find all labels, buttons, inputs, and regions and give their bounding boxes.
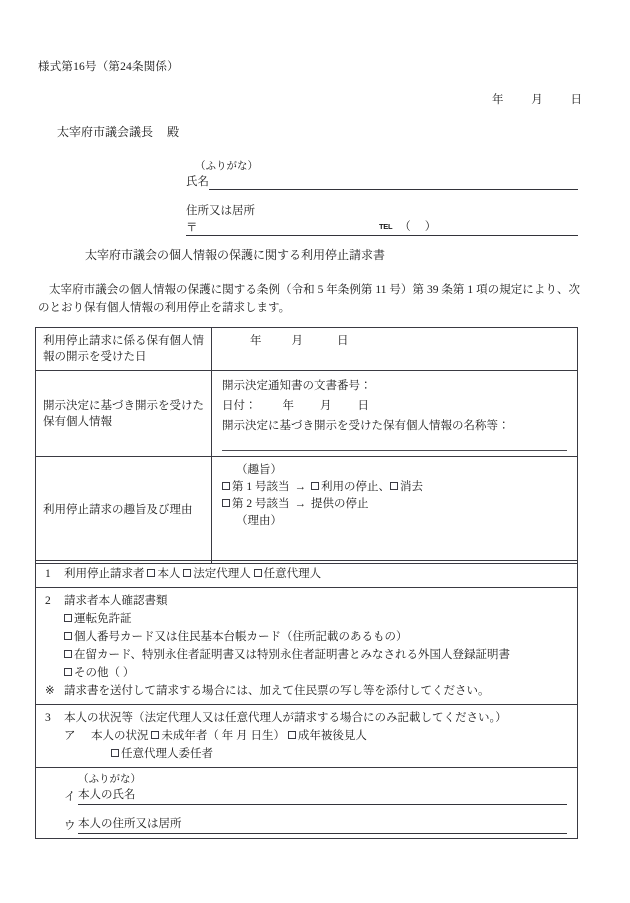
item3-row-b-label: 本人の氏名 — [78, 787, 136, 805]
checkbox-icon-mynumber-card[interactable] — [64, 632, 72, 640]
item2-choice-4[interactable] — [45, 664, 571, 682]
item2-choice-3[interactable] — [45, 646, 571, 664]
applicant-name-row — [186, 174, 578, 190]
postal-mark-icon: 〒 — [186, 222, 198, 234]
note-mark-icon: ※ — [45, 685, 55, 697]
item2-choice-4-label: その他（ ） — [74, 667, 135, 679]
notice-month-label: 月 — [320, 400, 332, 412]
notice-date-prefix: 日付： — [222, 400, 257, 412]
table-row-item2 — [36, 588, 578, 705]
date-month-label: 月 — [531, 94, 543, 106]
date-line — [492, 91, 582, 107]
notice-document-number-label: 開示決定通知書の文書番号： — [222, 380, 372, 392]
table-row-item3 — [36, 705, 578, 768]
item2-choice-3-label: 在留カード、特別永住者証明書又は特別永住者証明書とみなされる外国人登録証明書 — [74, 649, 510, 661]
item3-row-c[interactable] — [45, 816, 571, 834]
tel-label: TEL — [379, 222, 393, 231]
disclosed-info-fields — [222, 376, 569, 451]
item3-row-b-mark: イ — [64, 791, 76, 803]
item2-cell[interactable] — [36, 588, 578, 705]
tel-paren-close: ） — [424, 221, 437, 233]
table-row-purpose-reason — [36, 457, 578, 564]
checkbox-icon-other[interactable] — [64, 668, 72, 676]
purpose-body — [222, 462, 569, 530]
tel-paren-open: （ — [399, 221, 425, 233]
checkbox-icon-residence-card[interactable] — [64, 650, 72, 658]
item2-note — [45, 682, 571, 700]
purpose-option-2[interactable] — [222, 496, 569, 513]
disclosure-year-label: 年 — [250, 335, 262, 347]
addressee-honorific: 殿 — [167, 125, 180, 139]
table-row-disclosed-info — [36, 371, 578, 457]
item3-name-cell[interactable] — [36, 768, 578, 839]
applicant-furigana-label: （ふりがな） — [195, 161, 258, 172]
disclosure-day-label: 日 — [337, 335, 349, 347]
purpose-option-1[interactable] — [222, 479, 569, 496]
info-name-label: 開示決定に基づき開示を受けた保有個人情報の名称等： — [222, 420, 510, 432]
checkbox-icon-adult-ward[interactable] — [288, 731, 296, 739]
disclosure-date-fields[interactable] — [222, 333, 569, 350]
item3-furigana-label: （ふりがな） — [78, 774, 141, 785]
item2-choice-2[interactable] — [45, 628, 571, 646]
checkbox-icon-self[interactable] — [147, 569, 155, 577]
item1-label: 利用停止請求者 — [64, 568, 145, 580]
document-intro: 太宰府市議会の個人情報の保護に関する条例（令和 5 年条例第 11 号）第 39 条第 1 項の規定により、次のとおり保有個人情報の利用停止を請求します。 — [38, 284, 580, 314]
item3-number: 3 — [45, 712, 51, 724]
item3-label: 本人の状況等（法定代理人又は任意代理人が請求する場合にのみ記載してください。） — [64, 712, 507, 724]
disclosure-month-label: 月 — [291, 335, 303, 347]
telephone-field[interactable] — [379, 218, 436, 234]
item1-line[interactable] — [45, 565, 571, 583]
item3-choice-minor: 未成年者 — [161, 730, 208, 742]
purpose-option2-result: 提供の停止 — [311, 498, 369, 510]
item3-row-a-extra[interactable] — [45, 745, 571, 763]
item2-note-text: 請求書を送付して請求する場合には、加えて住民票の写し等を添付してください。 — [64, 685, 490, 697]
item3-row-c-input[interactable] — [182, 819, 568, 834]
item3-cell[interactable] — [36, 705, 578, 768]
arrow-icon-option1: → — [294, 481, 306, 493]
sub-table — [35, 560, 578, 839]
item2-label: 請求者本人確認書類 — [64, 595, 168, 607]
table-row-item3-name — [36, 768, 578, 839]
item3-row-b-input[interactable] — [136, 790, 568, 805]
item3-choice-minor-detail: （ 年 月 日生） — [207, 730, 285, 742]
item3-row-c-label: 本人の住所又は居所 — [78, 816, 182, 834]
table-row-item1 — [36, 561, 578, 588]
table-row-disclosure-date — [36, 328, 578, 371]
applicant-address-label: 住所又は居所 — [186, 205, 255, 217]
checkbox-icon-option2[interactable] — [222, 499, 230, 507]
item3-spacer — [45, 805, 571, 816]
checkbox-icon-voluntary-delegator[interactable] — [111, 749, 119, 757]
addressee — [57, 123, 179, 140]
info-name-input[interactable] — [222, 449, 567, 451]
date-day-label: 日 — [570, 94, 582, 106]
notice-day-label: 日 — [357, 400, 369, 412]
row-value-disclosed-info[interactable] — [212, 371, 578, 457]
main-table — [35, 327, 578, 564]
checkbox-icon-option1-sub1[interactable] — [311, 482, 319, 490]
form-number: 様式第16号（第24条関係） — [38, 61, 179, 73]
purpose-heading: （趣旨） — [236, 464, 282, 476]
item3-choice-voluntary-delegator: 任意代理人委任者 — [121, 748, 213, 760]
notice-year-label: 年 — [282, 400, 294, 412]
applicant-name-input[interactable] — [209, 176, 578, 190]
applicant-address-row[interactable] — [186, 219, 578, 236]
item3-row-b[interactable] — [45, 787, 571, 805]
row-value-disclosure-date[interactable] — [212, 328, 578, 371]
item3-row-a-mark: ア — [64, 730, 76, 742]
item2-choice-1[interactable] — [45, 610, 571, 628]
purpose-option1-sub2: 消去 — [400, 481, 423, 493]
purpose-option1-sub1: 利用の停止、 — [321, 481, 390, 493]
checkbox-icon-drivers-license[interactable] — [64, 614, 72, 622]
notice-date-row[interactable] — [222, 396, 569, 416]
item1-number: 1 — [45, 568, 51, 580]
date-year-label: 年 — [492, 94, 504, 106]
row-label-purpose-reason: 利用停止請求の趣旨及び理由 — [36, 457, 212, 564]
row-label-disclosed-info: 開示決定に基づき開示を受けた保有個人情報 — [36, 371, 212, 457]
reason-heading: （理由） — [236, 515, 282, 527]
item3-choice-adult-ward: 成年被後見人 — [297, 730, 367, 742]
purpose-option1-label: 第 1 号該当 — [232, 481, 290, 493]
item3-heading — [45, 709, 571, 727]
row-value-purpose-reason[interactable] — [212, 457, 578, 564]
item1-choice-voluntary-rep: 任意代理人 — [263, 568, 322, 580]
applicant-name-label: 氏名 — [186, 176, 209, 188]
document-title: 太宰府市議会の個人情報の保護に関する利用停止請求書 — [85, 248, 386, 262]
item3-row-a-label: 本人の状況 — [91, 730, 149, 742]
item2-number: 2 — [45, 595, 51, 607]
checkbox-icon-legal-rep[interactable] — [183, 569, 191, 577]
item2-choice-1-label: 運転免許証 — [74, 613, 132, 625]
item1-cell[interactable] — [36, 561, 578, 588]
checkbox-icon-option1[interactable] — [222, 482, 230, 490]
item3-row-a[interactable] — [45, 727, 571, 745]
checkbox-icon-voluntary-rep[interactable] — [254, 569, 262, 577]
item2-choice-2-label: 個人番号カード又は住民基本台帳カード（住所記載のあるもの） — [74, 631, 408, 643]
addressee-name: 太宰府市議会議長 — [57, 125, 154, 139]
purpose-option2-label: 第 2 号該当 — [232, 498, 290, 510]
item1-choice-self: 本人 — [157, 568, 181, 580]
arrow-icon-option2: → — [294, 498, 306, 510]
checkbox-icon-minor[interactable] — [151, 731, 159, 739]
checkbox-icon-option1-sub2[interactable] — [390, 482, 398, 490]
item1-choice-legal-rep: 法定代理人 — [193, 568, 251, 580]
item2-heading — [45, 592, 571, 610]
item3-row-c-mark: ウ — [64, 820, 76, 832]
row-label-disclosure-date: 利用停止請求に係る保有個人情報の開示を受けた日 — [36, 328, 212, 371]
applicant-block — [186, 159, 578, 236]
